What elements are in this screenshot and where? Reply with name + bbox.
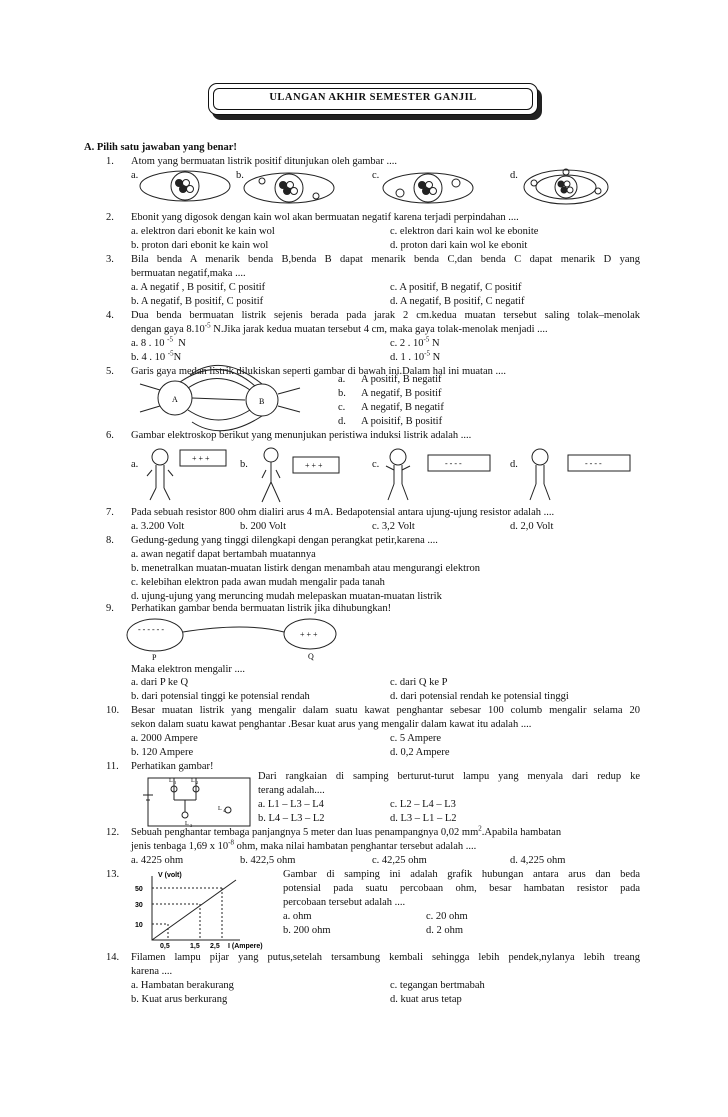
q5-label-b: B [259,397,265,406]
q11-label-l2-sub: 2 [196,780,199,785]
q9-number: 9. [106,603,114,614]
q11-number: 11. [106,761,119,772]
q7-number: 7. [106,507,114,518]
q3-opt-b: b. A negatif, B positif, C positif [131,296,264,307]
q3-number: 3. [106,254,114,265]
q6-charge-c: - - - - [445,459,462,468]
q6-opt-c: c. [372,459,380,470]
q4-opt-b: b. 4 . 10 $^{-5}$N [131,349,182,363]
q5-label-a: A [172,395,178,404]
q11-label-l4: L [218,806,222,812]
q13-side-text-1: Gambar di samping ini adalah grafik hubungan antara arus dan beda [283,869,640,880]
section-a-heading: A. Pilih satu jawaban yang benar! [84,142,237,153]
q13-ytick-30: 30 [135,902,143,909]
q6-number: 6. [106,430,114,441]
q2-opt-d: d. proton dari kain wol ke ebonit [390,240,528,251]
q13-xtick-15: 1,5 [190,943,200,950]
q7-opt-b: b. 200 Volt [240,521,286,532]
q4-opt-d: d. 1 . $10^{-5}$ N [390,349,441,363]
q1-text: Atom yang bermuatan listrik positif ditunjukan oleh gambar .... [131,156,397,167]
q13-xtick-05: 0,5 [160,943,170,950]
q14-number: 14. [106,952,120,963]
q13-opt-d: d. 2 ohm [426,925,464,936]
q4-opt-c: c. 2 . $10^{-5}$ N [390,335,440,349]
q3-text: Bila benda A menarik benda B,benda B dapat menarik benda C,dan benda C dapat menarik D yang [131,254,640,265]
q14-opt-a: a. Hambatan berakurang [131,980,234,991]
q5-text: Garis gaya medan listrik dilukiskan seperti gambar di bawah ini.Dalam hal ini muatan .... [131,366,506,377]
q3-opt-c: c. A positif, B negatif, C positif [390,282,522,293]
q2-opt-b: b. proton dari ebonit ke kain wol [131,240,269,251]
q6-opt-d: d. [510,459,518,470]
q5-opt-d: A poisitif, B positif [361,416,443,427]
q13-xtick-25: 2,5 [210,943,220,950]
q13-side-text-3: percobaan tersebut adalah .... [283,897,406,908]
q6-charge-a: + + + [192,454,210,463]
q6-charge-d: - - - - [585,459,602,468]
q13-ytick-50: 50 [135,886,143,893]
q12-opt-c: c. 42,25 ohm [372,855,427,866]
q2-opt-c: c. elektron dari kain wol ke ebonite [390,226,539,237]
q10-opt-d: d. 0,2 Ampere [390,747,450,758]
q9-charge-q: + + + [300,630,318,639]
q14-text: Filamen lampu pijar yang putus,setelah tersambung kembali sehingga lebih pendek,nylanya lebih treang [131,952,640,963]
q8-opt-a: a. awan negatif dapat bertambah muatannya [131,549,316,560]
q10-opt-b: b. 120 Ampere [131,747,194,758]
q7-text: Pada sebuah resistor 800 ohm dialiri arus 4 mA. Bedapotensial antara ujung-ujung resistor adalah .... [131,507,555,518]
q12-text-cont: jenis tenbaga 1,69 x $10^{-8}$ ohm, maka nilai hambatan penghantar tersebut adalah .... [131,838,477,852]
q9-label-q: Q [308,652,314,661]
q9-opt-b: b. dari potensial tinggi ke potensial rendah [131,691,310,702]
q3-text-cont: bermuatan negatif,maka .... [131,268,246,279]
q5-opt-c-letter: c. [338,402,346,413]
q9-sub: Maka elektron mengalir .... [131,664,246,675]
q11-label-l1: L [169,778,173,784]
q1-opt-c: c. [372,170,380,181]
q12-opt-b: b. 422,5 ohm [240,855,296,866]
q5-opt-b-letter: b. [338,388,346,399]
q9-charge-p: - - - - - - [138,625,164,634]
q11-opt-d: d. L3 – L1 – L2 [390,813,457,824]
q5-opt-a-letter: a. [338,374,346,385]
q3-opt-a: a. A negatif , B positif, C positif [131,282,266,293]
q12-number: 12. [106,827,120,838]
q11-opt-c: c. L2 – L4 – L3 [390,799,456,810]
q2-number: 2. [106,212,114,223]
q8-opt-c: c. kelebihan elektron pada awan mudah mengalir pada tanah [131,577,385,588]
q1-opt-a: a. [131,170,139,181]
page-title: ULANGAN AKHIR SEMESTER GANJIL [269,92,477,103]
q1-opt-b: b. [236,170,244,181]
q5-opt-c: A negatif, B negatif [361,402,444,413]
q11-side-text: Dari rangkaian di samping berturut-turut lampu yang menyala dari redup ke [258,771,640,782]
q11-side-text-cont: terang adalah.... [258,785,325,796]
q7-opt-c: c. 3,2 Volt [372,521,415,532]
q12-opt-d: d. 4,225 ohm [510,855,566,866]
q5-opt-b: A negatif, B positif [361,388,442,399]
q7-opt-d: d. 2,0 Volt [510,521,554,532]
q10-number: 10. [106,705,120,716]
q5-opt-a: A positif, B negatif [361,374,442,385]
q9-opt-a: a. dari P ke Q [131,677,189,688]
q11-opt-a: a. L1 – L3 – L4 [258,799,324,810]
q9-opt-d: d. dari potensial rendah ke potensial tinggi [390,691,569,702]
q6-opt-b: b. [240,459,248,470]
q10-text-cont: sekon dalam suatu kawat penghantar .Besar kuat arus yang mengalir dalam kawat itu adalah .... [131,719,532,730]
q12-opt-a: a. 4225 ohm [131,855,184,866]
q9-opt-c: c. dari Q ke P [390,677,448,688]
q6-charge-b: + + + [305,461,323,470]
q4-text: Dua benda bermuatan listrik sejenis berada pada jarak 2 cm.kedua muatan tersebut saling tolak–menolak [131,310,640,321]
q14-opt-c: c. tegangan bertmabah [390,980,485,991]
q13-side-text-2: potensial pada suatu percobaan ohm, besar hambatan resistor pada [283,883,640,894]
q9-text: Perhatikan gambar benda bermuatan listrik jika dihubungkan! [131,603,392,614]
q13-xlabel: I (Ampere) [228,943,263,950]
q8-opt-d: d. ujung-ujung yang meruncing mudah melepaskan muatan-muatan listrik [131,591,442,602]
q10-opt-c: c. 5 Ampere [390,733,442,744]
q9-label-p: P [152,653,157,662]
q11-label-l2: L [191,778,195,784]
q14-opt-b: b. Kuat arus berkurang [131,994,228,1005]
q13-opt-a: a. ohm [283,911,312,922]
q5-number: 5. [106,366,114,377]
q13-ytick-10: 10 [135,922,143,929]
q6-text: Gambar elektroskop berikut yang menunjukan peristiwa induksi listrik adalah .... [131,430,472,441]
q8-number: 8. [106,535,114,546]
q2-text: Ebonit yang digosok dengan kain wol akan bermuatan negatif karena terjadi perpindahan .... [131,212,519,223]
q6-opt-a: a. [131,459,139,470]
q10-text: Besar muatan listrik yang mengalir dalam suatu kawat penghantar sebesar 100 columb mengalir selama 20 [131,705,640,716]
q10-opt-a: a. 2000 Ampere [131,733,198,744]
q13-opt-c: c. 20 ohm [426,911,468,922]
q5-opt-d-letter: d. [338,416,346,427]
q11-label-l1-sub: 1 [174,780,177,785]
q4-number: 4. [106,310,114,321]
q1-opt-d: d. [510,170,518,181]
q8-text: Gedung-gedung yang tinggi dilengkapi dengan perangkat petir,karena .... [131,535,438,546]
q4-text-cont: dengan gaya $8.10^{-5}$ N.Jika jarak kedua muatan tersebut 4 cm, maka gaya tolak-menolak menjadi .... [131,321,548,335]
q11-opt-b: b. L4 – L3 – L2 [258,813,325,824]
q1-number: 1. [106,156,114,167]
q4-opt-a: a. 8 . 10 $^{-5}$ N [131,335,186,349]
q7-opt-a: a. 3.200 Volt [131,521,185,532]
q14-opt-d: d. kuat arus tetap [390,994,462,1005]
q13-ylabel: V (volt) [158,872,182,879]
q11-label-l3-sub: 3 [190,823,193,828]
q11-label-l3: L [185,821,189,827]
q8-opt-b: b. menetralkan muatan-muatan listirk dengan menambah atau mengurangi elektron [131,563,481,574]
q3-opt-d: d. A negatif, B positif, C negatif [390,296,525,307]
q14-text-cont: karena .... [131,966,173,977]
q11-label-l4-sub: 4 [223,808,226,813]
q2-opt-a: a. elektron dari ebonit ke kain wol [131,226,275,237]
q13-opt-b: b. 200 ohm [283,925,331,936]
q13-number: 13. [106,869,120,880]
q11-text: Perhatikan gambar! [131,761,214,772]
q12-text: Sebuah penghantar tembaga panjangnya 5 meter dan luas penampangnya 0,02 $mm^2.Apabila$ hambatan [131,824,562,838]
